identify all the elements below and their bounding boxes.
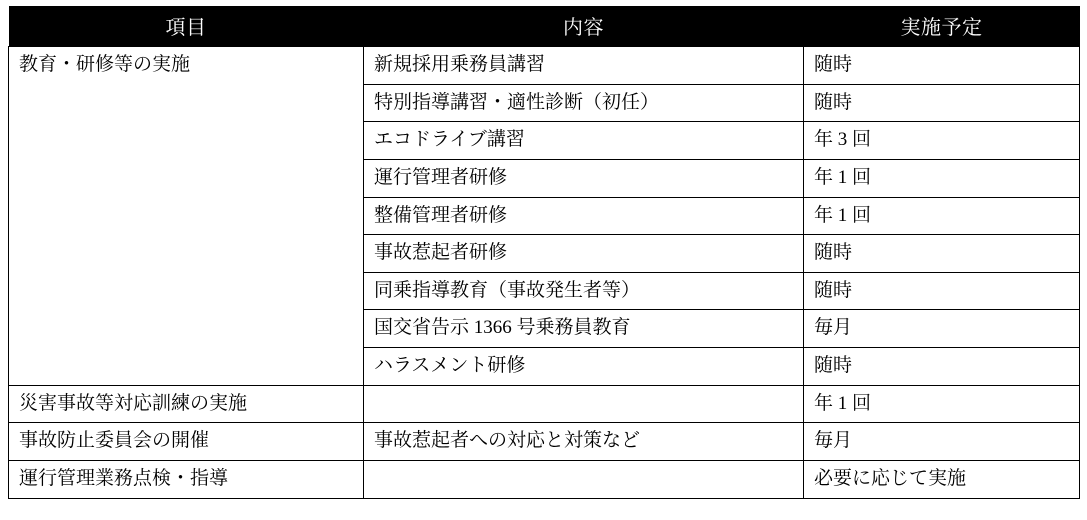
row-schedule: 年 1 回: [804, 197, 1080, 235]
row-content: 同乗指導教育（事故発生者等）: [364, 272, 804, 310]
row-schedule: 随時: [804, 235, 1080, 273]
row-schedule: 随時: [804, 348, 1080, 386]
column-header-item: 項目: [9, 6, 364, 47]
table-row: [9, 47, 1080, 85]
row-schedule: 必要に応じて実施: [804, 461, 1080, 499]
row-content: 特別指導講習・適性診断（初任）: [364, 84, 804, 122]
row-schedule: 年 1 回: [804, 159, 1080, 197]
table-body: [9, 47, 1080, 499]
table-header-row: [9, 6, 1080, 47]
row-schedule: 年 3 回: [804, 122, 1080, 160]
column-header-content: 内容: [364, 6, 804, 47]
table-header: [9, 6, 1080, 47]
row-content: [364, 385, 804, 423]
row-schedule: 随時: [804, 272, 1080, 310]
row-content: [364, 461, 804, 499]
row-content: 国交省告示 1366 号乗務員教育: [364, 310, 804, 348]
row-schedule: 随時: [804, 47, 1080, 85]
safety-education-schedule-table: [8, 6, 1080, 499]
table-row: [9, 423, 1080, 461]
column-header-schedule: 実施予定: [804, 6, 1080, 47]
row-content: 運行管理者研修: [364, 159, 804, 197]
table-row: [9, 461, 1080, 499]
table-row: [9, 385, 1080, 423]
row-content: 新規採用乗務員講習: [364, 47, 804, 85]
row-content: 整備管理者研修: [364, 197, 804, 235]
row-item-education: 教育・研修等の実施: [9, 47, 364, 386]
row-item-operation-management-inspection: 運行管理業務点検・指導: [9, 461, 364, 499]
row-content: エコドライブ講習: [364, 122, 804, 160]
row-schedule: 年 1 回: [804, 385, 1080, 423]
row-schedule: 随時: [804, 84, 1080, 122]
row-schedule: 毎月: [804, 310, 1080, 348]
row-item-disaster-drill: 災害事故等対応訓練の実施: [9, 385, 364, 423]
row-schedule: 毎月: [804, 423, 1080, 461]
row-item-accident-prevention-committee: 事故防止委員会の開催: [9, 423, 364, 461]
row-content: 事故惹起者への対応と対策など: [364, 423, 804, 461]
row-content: ハラスメント研修: [364, 348, 804, 386]
row-content: 事故惹起者研修: [364, 235, 804, 273]
